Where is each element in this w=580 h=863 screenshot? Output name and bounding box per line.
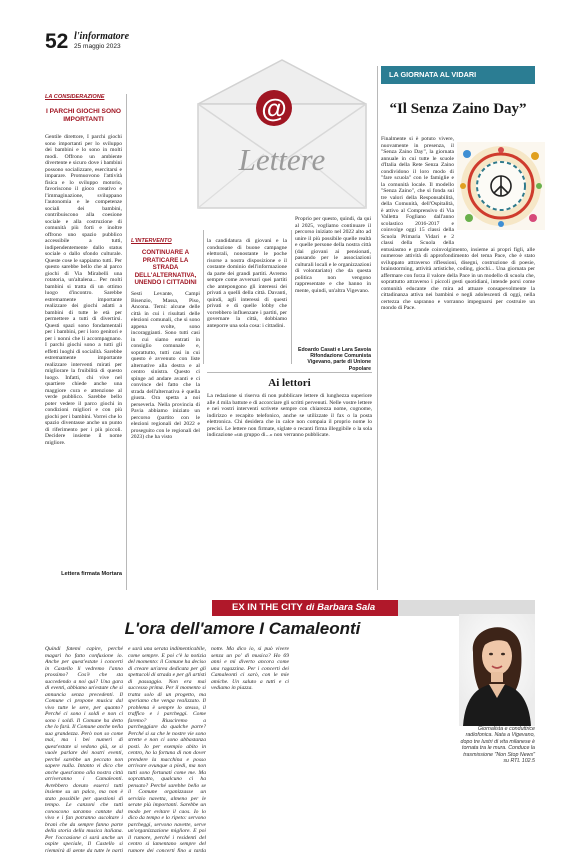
envelope-icon — [192, 58, 372, 212]
city-body-col4 — [294, 646, 372, 852]
lettere-word: Lettere — [238, 142, 326, 177]
city-banner-section: EX IN THE CITY — [232, 602, 303, 613]
giornata-body-continued: entusiasmo e grande coinvolgimento, insieme ai propri figli, alle numerose attività di approfondimento del tema Pace, che è stato sviluppato attraverso riflessioni, disegni, costruzione di poesie, brainstorming, attività artistiche, coding, giochi... Una giornata per affermare con forza il valore della Pace in un modello di scuola che, soprattutto attraverso i piccoli gesti quotidiani, intende porsi come comunità educante che mira ad attuare consapevolmente la cittadinanza attiva nei bambini e negli adolescenti di oggi, nella certezza che sapranno e vorranno impegnarsi per costruire un mondo di Pace. — [381, 246, 535, 311]
page-header — [45, 30, 245, 56]
city-body-col3 — [211, 646, 289, 852]
lettere-logo — [192, 58, 372, 212]
kicker: LA CONSIDERAZIONE — [45, 94, 105, 100]
ai-lettori-body: La redazione si riserva di non pubblicare lettere di lunghezza superiore alle 4 mila battute e di accorciare gli scritti pervenuti. Nelle vostre lettere e nei vostri interventi scrivete sempre con chiarezza nome, cognome, indirizzo e recapito telefonico, anche se utilizzate il fax o la posta elettronica. Chi desidera che in calce non compaia il proprio nome lo precisi. Le lettere non firmate, siglate o recanti firma illeggibile o la sola indicazione «un gruppo di...» non verranno pubblicate. — [207, 393, 372, 438]
portrait-photo — [459, 614, 535, 726]
giornata-body-narrow: Finalmente si è potuto vivere, nuovamente in presenza, il "Senza Zaino Day", la giornata annuale in cui tutte le scuole d'Italia della Rete Senza Zaino condividono il loro modo di "fare scuola" con le famiglie e la comunità locale. Il modello "Senza Zaino", che si fonda sui tre valori della Responsabilità, della Comunità, dell'Ospitalità, è attivo al Comprensivo di Via Valletta Fogliano dall'anno scolastico 2016-2017 e coinvolge oggi 15 classi della Scuola Primaria Vidari e 2 classi della Scuola della — [381, 136, 454, 246]
letter-body-part1: Sesti Levante, Campi Bisenzio, Massa, Piso, Ancona. Terni: alcune delle città in cui i risultati delle elezioni comunali, che si sono appena svolte, sono incoraggianti. Sono tutti casi in cui siamo entrati in consiglio comunale e, soprattutto, tutti casi in cui questo è avvenuto con liste alternative alla destra e al centro sinistra. Questo ci spinge ad andare avanti e ci convince del fatto che la strada dell'alternativa è quella giusta. Ora spetta a noi perseverla. Nella provincia di Pavia abbiamo iniziato un percorso (partito con le elezioni regionali del 2022 e proseguito con le regionali del 2023) che ha visto — [131, 291, 200, 440]
page-number: 52 — [45, 30, 69, 53]
giornata-banner-text: LA GIORNATA AL VIDARI — [389, 70, 477, 79]
city-body-col1 — [45, 646, 123, 852]
ai-lettori-title: Ai lettori — [268, 377, 311, 389]
city-title: L'ora dell'amore I Camaleonti — [124, 619, 361, 638]
issue-date: 25 maggio 2023 — [74, 43, 121, 50]
publication-name: l'informatore — [74, 31, 130, 42]
city-body-text: e sarà una serata indimenticabile, come sempre. E poi c'è la notizia del momento: il Comune ha deciso di creare un'area dedicata per gli spettacoli di strada e per gli artisti di passaggio. Non era mai successo prima. Per il momento si tratta solo di un progetto, ma speriamo che venga realizzato. Il problema è sempre lo stesso, il traffico e i parcheggi. Come faremo? Riusciremo a parcheggiare da qualche parte? Perché si sa che le nostre vie sono strette e non ci sono abbastanza posti. Io per esempio abito in centro, ho la fortuna di non dover prendere la macchina e posso arrivare ovunque a piedi, ma non tutti sono fortunati come me. Ma soprattutto, qualcuno ci ha pensato? Perché sarebbe bello se il Comune organizzasse un servizio navetta, almeno per le serate più importanti. Sarebbe un modo per evitare il caos. Io lo dico da tempo e lo ripeto: servono parcheggi, servono navette, serve un'organizzazione migliore. E poi il rumore, perché i residenti del centro si lamentano sempre del rumore dei concerti fino a tarda — [128, 646, 206, 852]
city-body-col2 — [128, 646, 206, 852]
giornata-body-wide — [381, 246, 535, 590]
portrait-caption: Giornalista e conduttrice radiofonica. Nata a Vigevano, dopo tre lustri di vita milanese è tornata tra le mura. Conduce la trasmissione "Non Stop News" su RTL 102.5 — [460, 726, 535, 765]
letter-body-part3: Proprio per questo, quindi, da qui al 2025, vogliamo continuare il percorso iniziato nel 2022 alto ad unire il più possibile quelle realtà e quelle persone della nostra città (dai giovani ai pensionati, passando per le associazioni culturali locali e le organizzazioni di volontariato) che da questa politica non vengono rappresentate e che hanno in mente, quindi, un'altra Vigevano. — [295, 216, 371, 294]
kicker: L'INTERVENTO — [131, 238, 172, 244]
letter-title: CONTINUARE A PRATICARE LA STRADA DELL'ALTERNATIVA, UNENDO I CITTADINI — [134, 249, 197, 287]
giornata-title: “Il Senza Zaino Day” — [389, 101, 527, 117]
letter-body-part2: la candidatura di giovani e la conduzione di buone campagne elettorali, nonostante le poche risorse a nostra disposizione e il costante dominio dell'informazione da parte dei grandi partiti. Avremo sempre come avversari quei partiti che antepongono gli interessi dei privati a quelli della città. Davanti, quindi, agli interessi di questi privati e di quelle lobby che vorrebbero influenzare i partiti, per governare la città, dobbiamo anteporre una sola cosa: i cittadini. — [207, 238, 287, 329]
letter-signature: Lettera firmata Mortara — [61, 571, 122, 577]
giornata-banner — [381, 66, 535, 84]
city-body-col5 — [377, 646, 455, 852]
letter-signature: Edoardo Casati e Lara Savoia Rifondazione Comunista Vigevano, parte di Unione Popolare — [298, 347, 371, 372]
city-body-text: notte. Ma dico io, si può vivere senza un po' di musica? Ho 69 anni e mi diverto ancora come una ragazzina. Per i concerti dei Camaleonti ci sarò, con le mie amiche. Un saluto a tutti e ci vediamo in piazza. — [211, 646, 289, 691]
city-body-col6 — [459, 770, 535, 852]
at-icon: @ — [261, 93, 287, 123]
pace-artwork — [457, 142, 545, 230]
city-banner-author: di Barbara Sala — [306, 602, 376, 613]
ai-lettori-box — [207, 372, 372, 590]
city-body-text: Quindi fatemi capire, perché magari ho fatto confusione io. Anche per quest'estate i concerti in Castello li vedremo l'anno prossimo? Cos'è che sta succedendo a noi qui? Una gara di eventi, abbiamo un'estate che si annuncia senza precedenti. Il Comune ci propone musica dal vivo tutte le sere, per quanto? Perché ci sono i soldi e non ci sono i soldi. Il Comune ha detto che lo farà. Il Comune anche nella sua grandezza. Però non so come mai, ma i bei numeri di quest'estate si vedono già, se si vuole parlare dei nostri eventi, perché sarebbe un peccato non sapere nulla. Intanto vi dico che anche quest'anno alla nostra città arriveranno i Camaleonti. Avrebbero dovuto esserci tutti insieme su un palco, ma non è stato possibile per questioni di tempo. Le canzoni che tutti conoscono saranno cantate dal vivo e i fan potranno ascoltare i brani che da sempre fanno parte della storia della musica italiana. Per l'occasione ci sarà anche un ospite speciale, Il Castello si riempirà di gente da tutte le parti — [45, 646, 123, 852]
letter-title: I PARCHI GIOCHI SONO IMPORTANTI — [46, 108, 121, 123]
letter-body: Gentile direttore, I parchi giochi sono importanti per lo sviluppo dei bambini e lo sono in molti modi. Offrono un ambiente divertente e sicuro dove i bambini possono socializzare, esercitarsi e imparare. Promuovono l'attività fisica e lo sviluppo motorio, favoriscono il gioco creativo e l'immaginazione, sviluppano l'autonomia e le competenze sociali dei bambini, contribuiscono alla coesione sociale e alla costruzione di comunità più forti e inoltre offrono uno spazio pubblico accessibile a tutti, indipendentemente dallo status sociale o dallo sfondo culturale. Queste cose le sappiamo tutti. Per questo sarebbe bello che al parco giochi di Via Mirabelli una rotatoria, un'altalena... Per molti bambini si tratta di un ottimo luogo d'incontro. Sarebbe estremamente importante realizzare dei giochi adatti a bambini di tutte le età per permettere a tutti di divertirsi. Questi spazi sono fondamentali per i bambini, per i loro genitori e per i nonni che li accompagnano. I parchi giochi sono a tutti gli effetti luoghi di socialità. Sarebbe estremamente importante realizzare interventi mirati per migliorare la fruibilità di questo luogo. Infatti, chi vive nel quartiere chiede anche una maggiore cura e attenzione al verde pubblico. Sarebbe bello poter vedere il parco giochi in condizioni migliori e con più giochi per i bambini. Vorrei che lo spazio diventasse anche un punto di riferimento per i più piccoli. Decidere insieme il nome migliore. — [45, 134, 122, 446]
